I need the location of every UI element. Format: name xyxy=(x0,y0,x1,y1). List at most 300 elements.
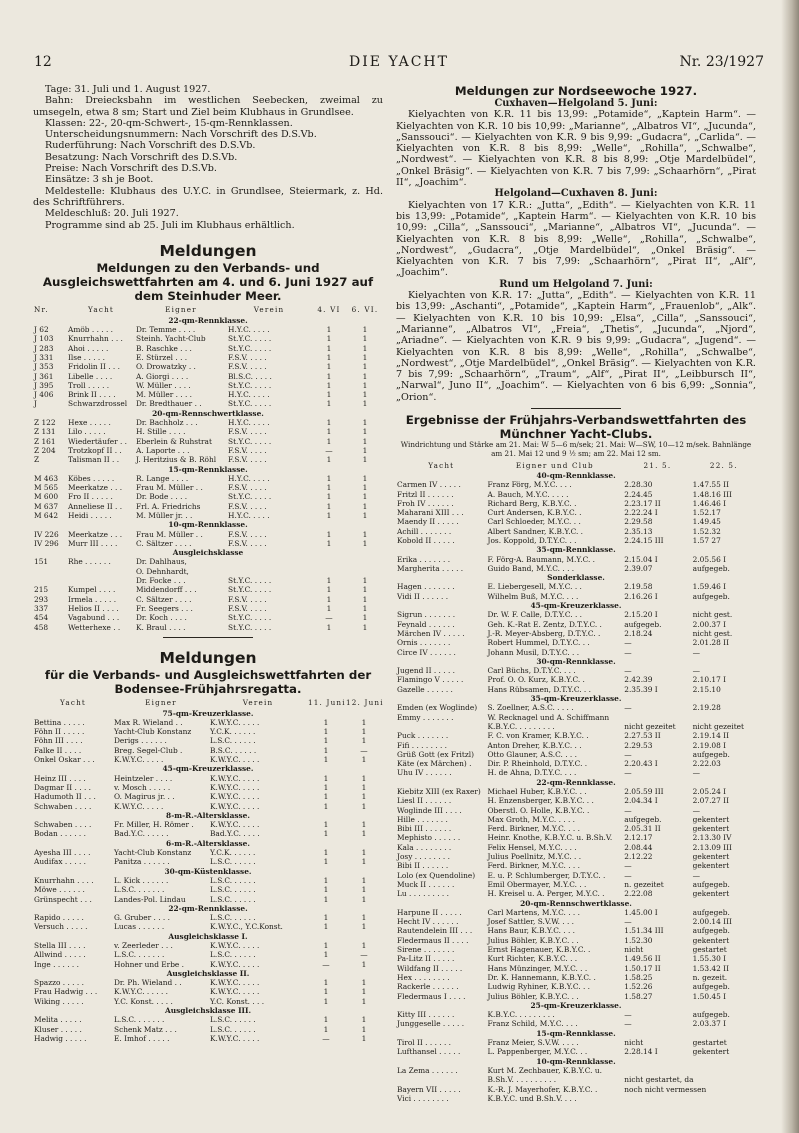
club-name: F.S.V. . . . . xyxy=(228,603,267,613)
sail-number: J 331 xyxy=(34,352,54,362)
class-heading: 30-qm-Küstenklasse. xyxy=(164,866,252,876)
table-row xyxy=(396,992,756,1001)
owner-name: M. Müller jr. . . xyxy=(136,511,193,520)
issue-number: Nr. 23/1927 xyxy=(679,54,764,70)
yacht-name: Lolo (ex Quendoline) xyxy=(397,870,476,880)
sail-number: J 353 xyxy=(34,362,54,372)
yacht-name: Märchen IV . . . . . xyxy=(397,628,465,638)
yacht-name: Puck . . . . . . . xyxy=(397,731,449,741)
entry-day2: 1 xyxy=(362,501,368,511)
yacht-name: Rautendelein III . . . xyxy=(397,926,473,936)
sail-number: 454 xyxy=(34,613,49,623)
entry-day2: 1 xyxy=(362,594,368,604)
owner-name: Eberlein & Ruhstrat xyxy=(136,436,212,446)
intro-line: Programme sind ab 25. Juli im Klubhaus erhältlich. xyxy=(45,219,295,231)
yacht-name: Hadwig . . . . . xyxy=(34,1033,87,1043)
result-day2: 2.22.03 xyxy=(692,759,721,769)
entry-day2: 1 xyxy=(361,755,367,765)
yacht-name: Dagmar II . . . . xyxy=(34,782,91,792)
yacht-name: Allwind . . . . . xyxy=(34,950,86,960)
result-day2: 1.53.42 II xyxy=(692,963,730,973)
table-row xyxy=(396,629,756,638)
class-heading: 15-qm-Rennklasse. xyxy=(168,464,248,474)
result-day1: 1.45.00 I xyxy=(624,907,658,917)
table-row xyxy=(396,880,756,889)
table-row xyxy=(33,446,383,455)
intro-line: Preise: Nach Vorschrift des D.S.Vb. xyxy=(45,163,217,175)
owner-name: Dr. Koch . . . . xyxy=(136,613,187,623)
yacht-name xyxy=(396,1075,487,1084)
club-name: F.S.V. . . . . xyxy=(228,445,267,455)
club-name: Y.C. Konst. . . . xyxy=(210,996,265,1006)
class-row xyxy=(33,465,383,474)
entry-day2 xyxy=(347,557,383,566)
intro-line: Besatzung: Nach Vorschrift des D.S.Vb. xyxy=(45,151,238,163)
entry-day1: 1 xyxy=(326,362,332,372)
result-day1: 2.15.20 I xyxy=(624,610,658,620)
sail-number: M 600 xyxy=(34,492,59,502)
class-row xyxy=(33,867,383,876)
class-heading: 20-qm-Rennschwertklasse. xyxy=(152,408,264,418)
table-row xyxy=(33,502,383,511)
result-day1: 1.51.34 III xyxy=(624,926,664,936)
entry-day1: 1 xyxy=(323,755,329,765)
owner-club: Jos. Koppold, D.T.Y.C. . . xyxy=(487,535,577,545)
table-row xyxy=(396,564,756,573)
club-name: K.W.Y.C. . . . . xyxy=(210,792,260,802)
result-day1: 2.28.14 I xyxy=(624,1047,658,1057)
race-subheading: Cuxhaven—Helgoland 5. Juni: xyxy=(494,98,658,109)
column-header: 11. Juni xyxy=(308,698,346,708)
table-row xyxy=(396,722,756,731)
owner-name: K.W.Y.C. . . . . xyxy=(114,801,164,811)
owner-club: K.B.Y.C. . . . . . . . . xyxy=(487,1010,555,1020)
result-day1: — xyxy=(624,1010,632,1020)
entry-day1: 1 xyxy=(323,857,329,867)
club-name: St.Y.C. . . . . xyxy=(228,622,272,632)
intro-line: Ruderführung: Nach Vorschrift des D.S.Vb. xyxy=(45,140,256,152)
result-day1: nicht xyxy=(624,1038,644,1048)
table-row xyxy=(396,1085,756,1094)
table-row xyxy=(396,508,756,517)
club-name: Y.C.K. . . . . . xyxy=(210,848,256,858)
sail-number: IV 296 xyxy=(34,538,59,548)
sail-number: 151 xyxy=(34,557,49,567)
entry-day1: 1 xyxy=(326,436,332,446)
class-heading: 10-qm-Rennklasse. xyxy=(536,1056,616,1066)
entry-day2: 1 xyxy=(362,603,368,613)
club-name: Bl.S.C. . . . . xyxy=(228,371,272,381)
owner-name: B. Raschke . . . xyxy=(136,343,192,353)
table-row xyxy=(396,768,756,777)
result-day2: gestartet xyxy=(692,945,727,955)
table-row xyxy=(33,530,383,539)
club-name: F.S.V. . . . . xyxy=(228,352,267,362)
result-day2: 1.57 27 xyxy=(692,535,721,545)
class-heading: Ausgleichsklasse xyxy=(172,548,244,558)
result-day1: — xyxy=(624,805,632,815)
club-name: K.W.Y.C. . . . . xyxy=(210,978,260,988)
result-day2: nicht gezeitet xyxy=(692,721,745,731)
yacht-name: Kluser . . . . . xyxy=(34,1024,82,1034)
club-name: F.S.V. . . . . xyxy=(228,501,267,511)
entry-day1: 1 xyxy=(323,773,329,783)
owner-name: E. Stürzel . . . xyxy=(136,352,188,362)
table-row xyxy=(33,483,383,492)
result-day1: — xyxy=(624,1019,632,1029)
result-day1: 2.05.59 III xyxy=(624,787,664,796)
class-row xyxy=(396,657,756,666)
result-day2: gekentert xyxy=(692,935,730,945)
club-name: F.S.V. . . . . xyxy=(228,427,267,437)
entry-day1: 1 xyxy=(326,325,332,335)
entry-day2: 1 xyxy=(362,445,368,455)
owner-name: W. Müller . . . . xyxy=(136,380,191,390)
club-name: F.S.V. . . . . xyxy=(228,538,267,548)
table-row xyxy=(33,1015,383,1024)
entry-day1: 1 xyxy=(323,950,329,960)
yacht-name: Tirol II . . . . . . xyxy=(397,1038,452,1048)
owner-club: K.-R. J. Mayerhofer, K.B.Y.C. . xyxy=(487,1084,598,1094)
table-row xyxy=(396,499,756,508)
column-header: 12. Juni xyxy=(346,698,384,708)
table-row xyxy=(396,843,756,852)
result-day2 xyxy=(692,713,756,722)
table-row xyxy=(33,913,383,922)
divider xyxy=(531,408,621,409)
entry-day2: — xyxy=(360,950,368,960)
sail-number: J 283 xyxy=(34,343,54,353)
owner-name: L. Kick . . . . . . xyxy=(114,875,169,885)
class-row xyxy=(33,548,383,557)
table-row xyxy=(33,353,383,362)
owner-name: Dr. Temme . . . . xyxy=(136,325,196,335)
table-row xyxy=(33,727,383,736)
table-row xyxy=(396,982,756,991)
club-name: St.Y.C. . . . . xyxy=(228,492,272,502)
bodensee-table xyxy=(33,696,383,1043)
result-day1: 2.04.34 I xyxy=(624,796,658,806)
class-heading: 10-qm-Rennklasse. xyxy=(168,520,248,530)
result-day2 xyxy=(692,1066,756,1075)
result-day1: — xyxy=(624,647,632,657)
entry-day1: 1 xyxy=(326,473,332,483)
result-day1: 2.12.22 xyxy=(624,852,653,862)
result-day1: 2.39.07 xyxy=(624,563,653,573)
entry-day2: 1 xyxy=(361,773,367,783)
entry-day2: 1 xyxy=(362,613,368,623)
table-row xyxy=(33,623,383,632)
yacht-name: Wildfang II . . . . . xyxy=(397,963,463,973)
entry-day2: 1 xyxy=(361,782,367,792)
result-day2: 2.00.37 I xyxy=(692,619,727,629)
entry-day1: 1 xyxy=(323,736,329,746)
result-day1: — xyxy=(624,917,632,927)
yacht-name: Libelle . . . . xyxy=(68,371,113,381)
owner-club: Hans Münzinger, M.Y.C. . . xyxy=(487,963,588,973)
table-row xyxy=(396,620,756,629)
yacht-name: Versuch . . . . . xyxy=(34,922,88,932)
race-subheading: Rund um Helgoland 7. Juni: xyxy=(499,278,653,290)
club-name: L.S.C. . . . . . xyxy=(210,950,256,960)
yacht-name: Amöb . . . . . xyxy=(68,325,114,335)
entry-day2: 1 xyxy=(361,727,367,737)
owner-name: Frl. A. Friedrichs xyxy=(136,501,201,511)
owner-club: Robert Hummel, D.T.Y.C. . . xyxy=(487,638,590,648)
sail-number: J 62 xyxy=(34,325,49,335)
yacht-name: Fro II . . . . . xyxy=(68,492,113,502)
entry-day1: 1 xyxy=(326,576,332,586)
yacht-name: Hadumoth II . . . xyxy=(34,792,96,802)
result-day2: — xyxy=(692,666,701,676)
table-row xyxy=(33,372,383,381)
club-name: L.S.C. . . . . . xyxy=(210,736,256,746)
table-row xyxy=(396,861,756,870)
owner-club: Ludwig Ryhiner, K.B.Y.C. . . xyxy=(487,982,591,992)
result-day1: 2.29.53 xyxy=(624,740,653,750)
club-name: St.Y.C. . . . . xyxy=(228,343,272,353)
owner-club: F. Förg-A. Baumann, M.Y.C. . xyxy=(487,554,596,564)
class-row xyxy=(33,932,383,941)
column-header: Eigner xyxy=(165,305,197,315)
table-header-row xyxy=(33,303,383,315)
entry-day1: 1 xyxy=(326,455,332,465)
sail-number: Z 122 xyxy=(34,418,56,428)
club-name: F.S.V. . . . . xyxy=(228,362,267,372)
result-day2: 2.13.09 III xyxy=(692,842,732,852)
table-row xyxy=(33,829,383,838)
yacht-name: Sirene . . . . . . . xyxy=(397,945,455,955)
nordsee-title: Meldungen zur Nordseewoche 1927. xyxy=(454,84,698,98)
table-row xyxy=(33,604,383,613)
table-row xyxy=(33,427,383,436)
class-heading: 30-qm-Rennklasse. xyxy=(536,656,616,666)
result-day2: gekentert xyxy=(692,852,730,862)
result-day2: n. gezeit. xyxy=(692,972,728,982)
club-name: L.S.C. . . . . . xyxy=(210,875,256,885)
owner-name: Derigs . . . . . . xyxy=(114,736,167,746)
entry-day2: 1 xyxy=(362,492,368,502)
yacht-name: Bettina . . . . . xyxy=(34,717,85,727)
yacht-name: Kumpel . . . . xyxy=(68,585,116,595)
table-row xyxy=(396,666,756,675)
left-column xyxy=(33,84,383,1094)
nordsee-sections xyxy=(396,98,756,403)
yacht-name: Emden (ex Woglinde) xyxy=(397,703,478,713)
sail-number: 215 xyxy=(34,585,49,595)
owner-club: Ferd. Birkner, M.Y.C. . . . xyxy=(487,861,580,871)
table-row xyxy=(396,908,756,917)
owner-club: Josef Sattler, S.V.W. . . . xyxy=(487,917,575,927)
sail-number: M 642 xyxy=(34,511,59,520)
club-name: L.S.C. . . . . . xyxy=(210,885,256,895)
yacht-name: Ornis . . . . . . . xyxy=(397,638,451,648)
column-header: Verein xyxy=(242,698,274,708)
yacht-name: Emmy . . . . . . . xyxy=(397,712,454,722)
owner-club: L. Pappenberger, M.Y.C. . . xyxy=(487,1047,588,1057)
sail-number: M 565 xyxy=(34,483,59,493)
yacht-name: Fridolin II . . . xyxy=(68,362,120,372)
entry-day2: 1 xyxy=(362,455,368,465)
sail-number: Z 161 xyxy=(34,436,56,446)
column-header: 4. VI xyxy=(317,305,341,315)
yacht-name: Harpune II . . . . . xyxy=(397,907,462,917)
entry-day1: 1 xyxy=(323,885,329,895)
yacht-name: Irmela . . . . . xyxy=(68,594,117,604)
entry-day2: 1 xyxy=(361,792,367,802)
table-row xyxy=(396,1047,756,1056)
table-row xyxy=(396,480,756,489)
club-name: L.S.C. . . . . . xyxy=(210,913,256,923)
yacht-name: Knurrhahn . . . xyxy=(68,334,123,344)
yacht-name: Lufthansel . . . . . xyxy=(397,1047,461,1057)
owner-name: Bad.Y.C. . . . . . xyxy=(114,829,169,839)
owner-club: Ferd. Birkner, M.Y.C. . . . xyxy=(487,824,580,834)
owner-name: Dr. Bachholz . . . xyxy=(136,418,198,428)
table-row xyxy=(396,610,756,619)
sail-number: M 463 xyxy=(34,473,59,483)
club-name: K.W.Y.C. . . . . xyxy=(210,987,260,997)
yacht-name: Hecht IV . . . . . . xyxy=(397,917,459,927)
entry-day1 xyxy=(311,557,347,566)
club-name: F.S.V. . . . . xyxy=(228,594,267,604)
entry-day1: 1 xyxy=(323,820,329,830)
table-row xyxy=(396,964,756,973)
result-day1: 2.15.04 I xyxy=(624,554,658,564)
entry-day2: 1 xyxy=(361,1033,367,1043)
entry-day1: 1 xyxy=(326,380,332,390)
table-row xyxy=(33,557,383,566)
club-name: St.Y.C. . . . . xyxy=(228,399,272,409)
column-header: Eigner xyxy=(145,698,177,708)
class-heading: 25-qm-Kreuzerklasse. xyxy=(530,1000,622,1010)
result-day2: — xyxy=(692,870,701,880)
yacht-name: Ahoi . . . . . xyxy=(68,343,109,353)
entry-day2: — xyxy=(360,745,368,755)
table-row xyxy=(33,576,383,585)
club-name: F.S.V. . . . . xyxy=(228,529,267,539)
result-day2: 2.19.14 II xyxy=(692,731,730,741)
owner-name: K. Braul . . . . xyxy=(136,622,186,632)
entry-day2: 1 xyxy=(362,427,368,437)
entry-day1: 1 xyxy=(326,390,332,400)
entry-day1: — xyxy=(322,1033,330,1043)
sail-number: 337 xyxy=(34,603,49,613)
yacht-name: Möwe . . . . . . xyxy=(34,885,85,895)
club-name xyxy=(227,557,311,566)
owner-club: Dir. P. Rheinhold, D.T.Y.C. . xyxy=(487,759,588,769)
result-day2: 1.47.55 II xyxy=(692,480,730,490)
owner-name: L.S.C. . . . . . . xyxy=(114,1015,165,1025)
entry-day2 xyxy=(347,567,383,576)
entry-day1: 1 xyxy=(323,1015,329,1025)
entry-day1: 1 xyxy=(323,1024,329,1034)
result-day1: 2.18.24 xyxy=(624,628,653,638)
owner-club: Michael Huber, K.B.Y.C. . . xyxy=(487,787,587,796)
owner-name: Dr. Bode . . . . xyxy=(136,492,188,502)
owner-club: A. Bauch, M.Y.C. . . . . xyxy=(487,489,569,499)
owner-club: W. Recknagel und A. Schiffmann xyxy=(487,712,610,722)
entry-day1: 1 xyxy=(326,594,332,604)
table-row xyxy=(33,997,383,1006)
result-day2: aufgegeb. xyxy=(692,982,730,992)
owner-club: Curt Andersen, K.B.Y.C. . xyxy=(487,508,582,518)
entry-day2: 1 xyxy=(362,334,368,344)
yacht-name: Bayern VII . . . . . xyxy=(397,1084,461,1094)
result-day2: 2.05.24 I xyxy=(692,787,727,796)
club-name: H.Y.C. . . . . xyxy=(228,511,270,520)
column-header: Verein xyxy=(253,305,285,315)
entry-day1: 1 xyxy=(323,978,329,988)
owner-name: Fr. Miller, H. Römer . xyxy=(114,820,194,830)
entry-day2: 1 xyxy=(362,529,368,539)
bodensee-title: für die Verbands- und Ausgleichswettfahrten der Bodensee-Frühjahrsregatta. xyxy=(44,667,372,697)
table-row xyxy=(396,638,756,647)
yacht-name: Schwarzdrossel xyxy=(68,399,128,409)
table-row xyxy=(396,787,756,796)
table-row xyxy=(396,648,756,657)
class-row xyxy=(33,520,383,529)
owner-name: Frau M. Müller . . xyxy=(136,529,203,539)
table-row xyxy=(396,796,756,805)
entry-day1: 1 xyxy=(326,511,332,520)
table-row xyxy=(33,987,383,996)
result-day1: 2.27.53 II xyxy=(624,731,661,741)
result-day2: 2.15.10 xyxy=(692,684,721,694)
entry-day1: 1 xyxy=(326,399,332,409)
result-day2: gekentert xyxy=(692,889,730,899)
yacht-name: Bibi III . . . . . . xyxy=(397,824,452,834)
result-day2: 1.49.45 xyxy=(692,517,721,527)
table-row xyxy=(396,926,756,935)
yacht-name: Anneliese II . . xyxy=(68,501,123,511)
result-day1: 2.22.24 I xyxy=(624,508,658,518)
result-day2: 1.48.16 III xyxy=(692,489,732,499)
table-row xyxy=(396,806,756,815)
club-name: L.S.C. . . . . . xyxy=(210,857,256,867)
class-row xyxy=(33,316,383,325)
result-day2: 2.03.37 I xyxy=(692,1019,727,1029)
owner-club: Otto Glauner, A.S.C. . . . xyxy=(487,749,577,759)
result-day2: gekentert xyxy=(692,824,730,834)
owner-club: Richard Berg, K.B.Y.C. . xyxy=(487,498,577,508)
entry-day1: 1 xyxy=(323,727,329,737)
result-day2: 1.59.46 I xyxy=(692,582,727,592)
owner-name: Dr. Ph. Wieland . . xyxy=(114,978,182,988)
section-heading: Meldungen xyxy=(159,241,257,260)
table-row xyxy=(33,820,383,829)
owner-name: C. Sältzer . . . . xyxy=(136,538,192,548)
table-row xyxy=(33,455,383,464)
result-day1: — xyxy=(624,666,632,676)
owner-name: Dr. Bredthauer . . xyxy=(136,399,202,409)
owner-name: Heintzeler . . . . xyxy=(114,773,173,783)
owner-name: O. Magirus jr. . . xyxy=(114,792,175,802)
yacht-name: Fritzl II . . . . . . xyxy=(397,489,454,499)
class-heading: Ausgleichsklasse II. xyxy=(166,968,250,978)
yacht-name: Gazelle . . . . . . xyxy=(397,684,453,694)
entry-day1: 1 xyxy=(323,940,329,950)
class-row xyxy=(396,1057,756,1066)
entry-day1: 1 xyxy=(326,585,332,595)
entry-day1: 1 xyxy=(326,352,332,362)
club-name xyxy=(227,567,311,576)
owner-club: Johann Musil, D.T.Y.C. . . xyxy=(487,647,580,657)
yacht-name: Bibi II . . . . . . xyxy=(397,861,449,871)
column-header: Yacht xyxy=(87,305,114,315)
table-row xyxy=(33,885,383,894)
page-header xyxy=(34,54,764,72)
